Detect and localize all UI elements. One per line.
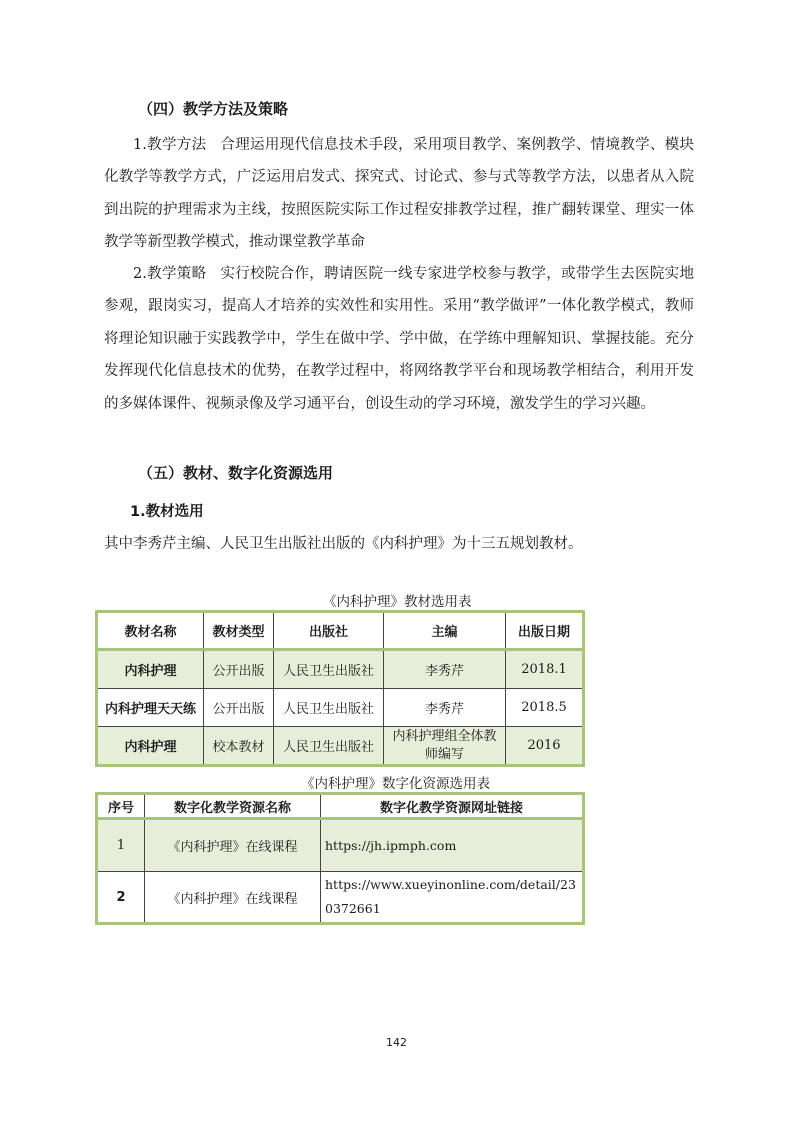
table-header-row — [97, 794, 584, 819]
table-cell: 2016 — [506, 727, 584, 766]
table-cell: 公开出版 — [204, 689, 274, 727]
paragraph-teaching-strategy — [104, 258, 694, 420]
page-number: 142 — [386, 1036, 407, 1049]
table-cell: 李秀芹 — [384, 650, 506, 689]
table-caption-textbooks: 《内科护理》教材选用表 — [323, 594, 472, 610]
table-caption-digital-resources: 《内科护理》数字化资源选用表 — [301, 776, 490, 792]
header-cell: 出版社 — [274, 612, 384, 650]
table-row — [97, 727, 584, 766]
table-cell: 《内科护理》在线课程 — [145, 872, 321, 924]
header-cell: 出版日期 — [506, 612, 584, 650]
header-cell: 教材名称 — [97, 612, 204, 650]
header-cell: 序号 — [97, 794, 145, 819]
digital-resource-table — [95, 792, 585, 925]
table-cell: 人民卫生出版社 — [274, 650, 384, 689]
table-cell: 内科护理组全体教师编写 — [384, 727, 506, 766]
table-row — [97, 689, 584, 727]
table-cell: 人民卫生出版社 — [274, 727, 384, 766]
table-cell: 1 — [97, 819, 145, 872]
table-cell: 2018.5 — [506, 689, 584, 727]
header-cell: 数字化教学资源名称 — [145, 794, 321, 819]
table-cell: 内科护理天天练 — [97, 689, 204, 727]
paragraph-lead: 2.教学策略 — [133, 266, 207, 282]
paragraph-teaching-method — [104, 129, 694, 259]
paragraph-lead: 1.教学方法 — [133, 137, 207, 153]
table-cell: 李秀芹 — [384, 689, 506, 727]
table-cell: 2 — [97, 872, 145, 924]
section-heading-teaching-methods: （四）教学方法及策略 — [138, 100, 289, 118]
section-heading-materials: （五）教材、数字化资源选用 — [138, 464, 334, 482]
table-cell: 公开出版 — [204, 650, 274, 689]
table-row — [97, 872, 584, 924]
table-header-row — [97, 612, 584, 650]
table-row — [97, 650, 584, 689]
table-cell: 内科护理 — [97, 650, 204, 689]
header-cell: 教材类型 — [204, 612, 274, 650]
table-cell: 《内科护理》在线课程 — [145, 819, 321, 872]
paragraph-body: 合理运用现代信息技术手段，采用项目教学、案例教学、情境教学、模块化教学等教学方式，广泛运用启发式、探究式、讨论式、参与式等教学方法，以患者从入院到出院的护理需求为主线，按照医院实际工作过程安排教学过程，推广翻转课堂、理实一体教学等新型教学模式，推动课堂教学革命 — [104, 137, 694, 251]
header-cell: 数字化教学资源网址链接 — [321, 794, 584, 819]
table-cell: 校本教材 — [204, 727, 274, 766]
header-cell: 主编 — [384, 612, 506, 650]
table-cell: 内科护理 — [97, 727, 204, 766]
table-cell: 人民卫生出版社 — [274, 689, 384, 727]
paragraph-body: 实行校院合作，聘请医院一线专家进学校参与教学，或带学生去医院实地参观，跟岗实习，提高人才培养的实效性和实用性。采用“教学做评”一体化教学模式，教师将理论知识融于实践教学中，学生在做中学、学中做，在学练中理解知识、掌握技能。充分发挥现代化信息技术的优势，在教学过程中，将网络教学平台和现场教学相结合，利用开发的多媒体课件、视频录像及学习通平台，创设生动的学习环境，激发学生的学习兴趣。 — [104, 266, 694, 412]
textbook-statement: 其中李秀芹主编、人民卫生出版社出版的《内科护理》为十三五规划教材。 — [104, 536, 583, 552]
resource-link[interactable]: https://jh.ipmph.com — [321, 819, 584, 872]
table-cell: 2018.1 — [506, 650, 584, 689]
resource-link[interactable]: https://www.xueyinonline.com/detail/230372661 — [321, 872, 584, 924]
table-row — [97, 819, 584, 872]
subheading-textbook-selection: 1.教材选用 — [130, 504, 204, 520]
textbook-table — [95, 610, 585, 767]
